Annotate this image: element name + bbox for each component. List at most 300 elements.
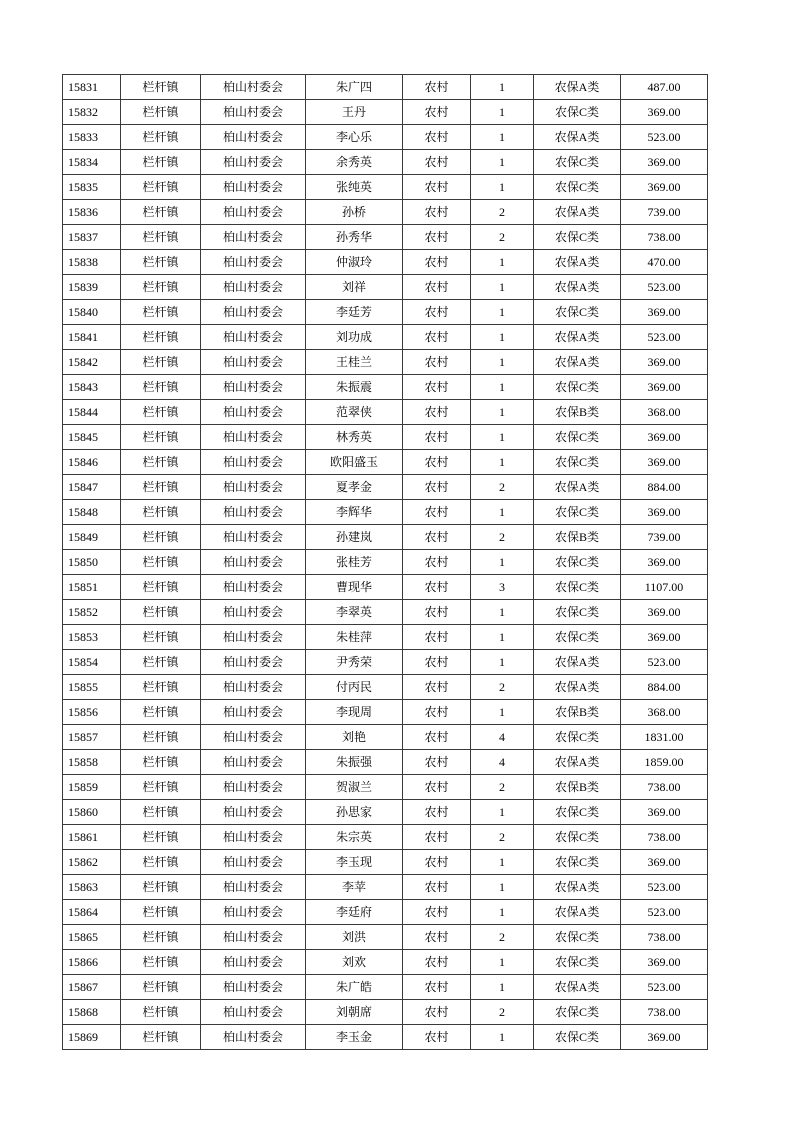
- person-count-cell: 2: [471, 525, 534, 550]
- name-cell: 朱桂萍: [306, 625, 403, 650]
- amount-cell: 368.00: [621, 700, 708, 725]
- village-cell: 柏山村委会: [201, 575, 306, 600]
- amount-cell: 1859.00: [621, 750, 708, 775]
- row-id-cell: 15857: [63, 725, 121, 750]
- area-type-cell: 农村: [403, 225, 471, 250]
- person-count-cell: 4: [471, 750, 534, 775]
- town-cell: 栏杆镇: [121, 1000, 201, 1025]
- name-cell: 李现周: [306, 700, 403, 725]
- town-cell: 栏杆镇: [121, 725, 201, 750]
- name-cell: 张纯英: [306, 175, 403, 200]
- town-cell: 栏杆镇: [121, 500, 201, 525]
- village-cell: 柏山村委会: [201, 325, 306, 350]
- row-id-cell: 15858: [63, 750, 121, 775]
- row-id-cell: 15843: [63, 375, 121, 400]
- row-id-cell: 15864: [63, 900, 121, 925]
- row-id-cell: 15846: [63, 450, 121, 475]
- amount-cell: 884.00: [621, 475, 708, 500]
- row-id-cell: 15848: [63, 500, 121, 525]
- category-cell: 农保A类: [534, 125, 621, 150]
- town-cell: 栏杆镇: [121, 950, 201, 975]
- category-cell: 农保C类: [534, 600, 621, 625]
- amount-cell: 1831.00: [621, 725, 708, 750]
- town-cell: 栏杆镇: [121, 175, 201, 200]
- table-row: [63, 100, 708, 125]
- row-id-cell: 15841: [63, 325, 121, 350]
- town-cell: 栏杆镇: [121, 525, 201, 550]
- table-row: [63, 250, 708, 275]
- town-cell: 栏杆镇: [121, 425, 201, 450]
- person-count-cell: 1: [471, 875, 534, 900]
- table-row: [63, 200, 708, 225]
- person-count-cell: 1: [471, 350, 534, 375]
- amount-cell: 369.00: [621, 425, 708, 450]
- row-id-cell: 15853: [63, 625, 121, 650]
- amount-cell: 523.00: [621, 650, 708, 675]
- person-count-cell: 2: [471, 225, 534, 250]
- area-type-cell: 农村: [403, 650, 471, 675]
- name-cell: 王丹: [306, 100, 403, 125]
- table-row: [63, 375, 708, 400]
- area-type-cell: 农村: [403, 1025, 471, 1050]
- town-cell: 栏杆镇: [121, 150, 201, 175]
- table-row: [63, 450, 708, 475]
- town-cell: 栏杆镇: [121, 575, 201, 600]
- table-row: [63, 550, 708, 575]
- category-cell: 农保C类: [534, 500, 621, 525]
- row-id-cell: 15866: [63, 950, 121, 975]
- person-count-cell: 1: [471, 75, 534, 100]
- amount-cell: 739.00: [621, 200, 708, 225]
- category-cell: 农保A类: [534, 350, 621, 375]
- category-cell: 农保C类: [534, 800, 621, 825]
- category-cell: 农保C类: [534, 575, 621, 600]
- town-cell: 栏杆镇: [121, 750, 201, 775]
- person-count-cell: 1: [471, 800, 534, 825]
- village-cell: 柏山村委会: [201, 625, 306, 650]
- amount-cell: 738.00: [621, 925, 708, 950]
- person-count-cell: 1: [471, 625, 534, 650]
- area-type-cell: 农村: [403, 350, 471, 375]
- town-cell: 栏杆镇: [121, 550, 201, 575]
- amount-cell: 523.00: [621, 975, 708, 1000]
- name-cell: 王桂兰: [306, 350, 403, 375]
- name-cell: 张桂芳: [306, 550, 403, 575]
- person-count-cell: 1: [471, 300, 534, 325]
- row-id-cell: 15842: [63, 350, 121, 375]
- village-cell: 柏山村委会: [201, 75, 306, 100]
- village-cell: 柏山村委会: [201, 1025, 306, 1050]
- row-id-cell: 15844: [63, 400, 121, 425]
- person-count-cell: 2: [471, 675, 534, 700]
- area-type-cell: 农村: [403, 575, 471, 600]
- row-id-cell: 15861: [63, 825, 121, 850]
- area-type-cell: 农村: [403, 250, 471, 275]
- village-cell: 柏山村委会: [201, 500, 306, 525]
- table-row: [63, 400, 708, 425]
- category-cell: 农保C类: [534, 450, 621, 475]
- village-cell: 柏山村委会: [201, 375, 306, 400]
- name-cell: 夏孝金: [306, 475, 403, 500]
- category-cell: 农保A类: [534, 975, 621, 1000]
- category-cell: 农保A类: [534, 250, 621, 275]
- town-cell: 栏杆镇: [121, 825, 201, 850]
- name-cell: 李廷府: [306, 900, 403, 925]
- table-row: [63, 825, 708, 850]
- row-id-cell: 15862: [63, 850, 121, 875]
- area-type-cell: 农村: [403, 775, 471, 800]
- table-body: [63, 75, 708, 1050]
- row-id-cell: 15834: [63, 150, 121, 175]
- village-cell: 柏山村委会: [201, 775, 306, 800]
- village-cell: 柏山村委会: [201, 800, 306, 825]
- table-row: [63, 900, 708, 925]
- village-cell: 柏山村委会: [201, 225, 306, 250]
- area-type-cell: 农村: [403, 800, 471, 825]
- area-type-cell: 农村: [403, 675, 471, 700]
- person-count-cell: 1: [471, 100, 534, 125]
- category-cell: 农保C类: [534, 725, 621, 750]
- area-type-cell: 农村: [403, 950, 471, 975]
- town-cell: 栏杆镇: [121, 475, 201, 500]
- amount-cell: 738.00: [621, 1000, 708, 1025]
- town-cell: 栏杆镇: [121, 300, 201, 325]
- town-cell: 栏杆镇: [121, 275, 201, 300]
- person-count-cell: 1: [471, 700, 534, 725]
- name-cell: 朱振强: [306, 750, 403, 775]
- category-cell: 农保C类: [534, 950, 621, 975]
- row-id-cell: 15832: [63, 100, 121, 125]
- amount-cell: 369.00: [621, 375, 708, 400]
- area-type-cell: 农村: [403, 75, 471, 100]
- person-count-cell: 1: [471, 550, 534, 575]
- area-type-cell: 农村: [403, 825, 471, 850]
- table-row: [63, 600, 708, 625]
- amount-cell: 487.00: [621, 75, 708, 100]
- table-row: [63, 300, 708, 325]
- area-type-cell: 农村: [403, 150, 471, 175]
- amount-cell: 369.00: [621, 850, 708, 875]
- row-id-cell: 15836: [63, 200, 121, 225]
- name-cell: 欧阳盛玉: [306, 450, 403, 475]
- town-cell: 栏杆镇: [121, 400, 201, 425]
- name-cell: 刘祥: [306, 275, 403, 300]
- amount-cell: 369.00: [621, 625, 708, 650]
- table-row: [63, 675, 708, 700]
- row-id-cell: 15868: [63, 1000, 121, 1025]
- category-cell: 农保B类: [534, 700, 621, 725]
- amount-cell: 369.00: [621, 500, 708, 525]
- table-row: [63, 425, 708, 450]
- area-type-cell: 农村: [403, 900, 471, 925]
- person-count-cell: 2: [471, 200, 534, 225]
- village-cell: 柏山村委会: [201, 725, 306, 750]
- table-row: [63, 500, 708, 525]
- person-count-cell: 2: [471, 775, 534, 800]
- area-type-cell: 农村: [403, 1000, 471, 1025]
- row-id-cell: 15849: [63, 525, 121, 550]
- category-cell: 农保A类: [534, 875, 621, 900]
- village-cell: 柏山村委会: [201, 850, 306, 875]
- name-cell: 刘欢: [306, 950, 403, 975]
- town-cell: 栏杆镇: [121, 900, 201, 925]
- name-cell: 刘朝席: [306, 1000, 403, 1025]
- person-count-cell: 1: [471, 125, 534, 150]
- person-count-cell: 2: [471, 825, 534, 850]
- person-count-cell: 2: [471, 925, 534, 950]
- name-cell: 李玉金: [306, 1025, 403, 1050]
- amount-cell: 739.00: [621, 525, 708, 550]
- person-count-cell: 1: [471, 600, 534, 625]
- area-type-cell: 农村: [403, 550, 471, 575]
- person-count-cell: 1: [471, 450, 534, 475]
- category-cell: 农保B类: [534, 525, 621, 550]
- town-cell: 栏杆镇: [121, 350, 201, 375]
- row-id-cell: 15869: [63, 1025, 121, 1050]
- category-cell: 农保C类: [534, 175, 621, 200]
- person-count-cell: 1: [471, 850, 534, 875]
- table-row: [63, 150, 708, 175]
- amount-cell: 523.00: [621, 275, 708, 300]
- town-cell: 栏杆镇: [121, 200, 201, 225]
- person-count-cell: 3: [471, 575, 534, 600]
- name-cell: 仲淑玲: [306, 250, 403, 275]
- category-cell: 农保A类: [534, 675, 621, 700]
- amount-cell: 369.00: [621, 800, 708, 825]
- category-cell: 农保B类: [534, 400, 621, 425]
- row-id-cell: 15867: [63, 975, 121, 1000]
- person-count-cell: 1: [471, 975, 534, 1000]
- village-cell: 柏山村委会: [201, 100, 306, 125]
- village-cell: 柏山村委会: [201, 1000, 306, 1025]
- table-row: [63, 175, 708, 200]
- category-cell: 农保A类: [534, 75, 621, 100]
- table-row: [63, 325, 708, 350]
- category-cell: 农保A类: [534, 275, 621, 300]
- category-cell: 农保C类: [534, 100, 621, 125]
- area-type-cell: 农村: [403, 200, 471, 225]
- village-cell: 柏山村委会: [201, 925, 306, 950]
- area-type-cell: 农村: [403, 925, 471, 950]
- person-count-cell: 1: [471, 275, 534, 300]
- village-cell: 柏山村委会: [201, 550, 306, 575]
- person-count-cell: 4: [471, 725, 534, 750]
- row-id-cell: 15831: [63, 75, 121, 100]
- table-row: [63, 525, 708, 550]
- person-count-cell: 1: [471, 325, 534, 350]
- area-type-cell: 农村: [403, 725, 471, 750]
- amount-cell: 369.00: [621, 175, 708, 200]
- row-id-cell: 15850: [63, 550, 121, 575]
- name-cell: 范翠侠: [306, 400, 403, 425]
- town-cell: 栏杆镇: [121, 800, 201, 825]
- town-cell: 栏杆镇: [121, 600, 201, 625]
- table-row: [63, 950, 708, 975]
- person-count-cell: 1: [471, 1025, 534, 1050]
- area-type-cell: 农村: [403, 125, 471, 150]
- village-cell: 柏山村委会: [201, 825, 306, 850]
- person-count-cell: 1: [471, 425, 534, 450]
- category-cell: 农保C类: [534, 1025, 621, 1050]
- area-type-cell: 农村: [403, 700, 471, 725]
- table-row: [63, 800, 708, 825]
- category-cell: 农保B类: [534, 775, 621, 800]
- row-id-cell: 15838: [63, 250, 121, 275]
- name-cell: 朱广皓: [306, 975, 403, 1000]
- name-cell: 余秀英: [306, 150, 403, 175]
- row-id-cell: 15856: [63, 700, 121, 725]
- row-id-cell: 15854: [63, 650, 121, 675]
- person-count-cell: 1: [471, 400, 534, 425]
- village-cell: 柏山村委会: [201, 150, 306, 175]
- area-type-cell: 农村: [403, 850, 471, 875]
- village-cell: 柏山村委会: [201, 125, 306, 150]
- category-cell: 农保C类: [534, 425, 621, 450]
- town-cell: 栏杆镇: [121, 375, 201, 400]
- name-cell: 付丙民: [306, 675, 403, 700]
- row-id-cell: 15859: [63, 775, 121, 800]
- table-row: [63, 775, 708, 800]
- amount-cell: 523.00: [621, 125, 708, 150]
- town-cell: 栏杆镇: [121, 850, 201, 875]
- category-cell: 农保C类: [534, 150, 621, 175]
- table-row: [63, 700, 708, 725]
- person-count-cell: 1: [471, 500, 534, 525]
- town-cell: 栏杆镇: [121, 925, 201, 950]
- village-cell: 柏山村委会: [201, 300, 306, 325]
- amount-cell: 369.00: [621, 950, 708, 975]
- town-cell: 栏杆镇: [121, 775, 201, 800]
- village-cell: 柏山村委会: [201, 600, 306, 625]
- row-id-cell: 15855: [63, 675, 121, 700]
- table-row: [63, 350, 708, 375]
- category-cell: 农保C类: [534, 225, 621, 250]
- name-cell: 刘艳: [306, 725, 403, 750]
- row-id-cell: 15845: [63, 425, 121, 450]
- table-row: [63, 475, 708, 500]
- area-type-cell: 农村: [403, 100, 471, 125]
- area-type-cell: 农村: [403, 425, 471, 450]
- village-cell: 柏山村委会: [201, 900, 306, 925]
- name-cell: 曹现华: [306, 575, 403, 600]
- row-id-cell: 15851: [63, 575, 121, 600]
- area-type-cell: 农村: [403, 375, 471, 400]
- village-cell: 柏山村委会: [201, 450, 306, 475]
- village-cell: 柏山村委会: [201, 650, 306, 675]
- amount-cell: 738.00: [621, 825, 708, 850]
- amount-cell: 369.00: [621, 550, 708, 575]
- village-cell: 柏山村委会: [201, 875, 306, 900]
- row-id-cell: 15833: [63, 125, 121, 150]
- amount-cell: 369.00: [621, 300, 708, 325]
- village-cell: 柏山村委会: [201, 675, 306, 700]
- area-type-cell: 农村: [403, 475, 471, 500]
- person-count-cell: 1: [471, 175, 534, 200]
- village-cell: 柏山村委会: [201, 475, 306, 500]
- table-row: [63, 575, 708, 600]
- category-cell: 农保C类: [534, 625, 621, 650]
- amount-cell: 369.00: [621, 350, 708, 375]
- name-cell: 刘洪: [306, 925, 403, 950]
- area-type-cell: 农村: [403, 875, 471, 900]
- category-cell: 农保A类: [534, 325, 621, 350]
- village-cell: 柏山村委会: [201, 275, 306, 300]
- area-type-cell: 农村: [403, 750, 471, 775]
- amount-cell: 523.00: [621, 875, 708, 900]
- amount-cell: 369.00: [621, 100, 708, 125]
- name-cell: 尹秀荣: [306, 650, 403, 675]
- category-cell: 农保A类: [534, 650, 621, 675]
- amount-cell: 523.00: [621, 900, 708, 925]
- table-row: [63, 1000, 708, 1025]
- amount-cell: 738.00: [621, 775, 708, 800]
- table-row: [63, 925, 708, 950]
- amount-cell: 369.00: [621, 600, 708, 625]
- table-row: [63, 850, 708, 875]
- table-row: [63, 875, 708, 900]
- category-cell: 农保C类: [534, 300, 621, 325]
- area-type-cell: 农村: [403, 300, 471, 325]
- area-type-cell: 农村: [403, 500, 471, 525]
- name-cell: 孙秀华: [306, 225, 403, 250]
- table-row: [63, 125, 708, 150]
- village-cell: 柏山村委会: [201, 250, 306, 275]
- village-cell: 柏山村委会: [201, 425, 306, 450]
- name-cell: 朱广四: [306, 75, 403, 100]
- village-cell: 柏山村委会: [201, 950, 306, 975]
- category-cell: 农保A类: [534, 475, 621, 500]
- table-row: [63, 75, 708, 100]
- row-id-cell: 15839: [63, 275, 121, 300]
- name-cell: 李辉华: [306, 500, 403, 525]
- name-cell: 李廷芳: [306, 300, 403, 325]
- person-count-cell: 1: [471, 650, 534, 675]
- name-cell: 李翠英: [306, 600, 403, 625]
- person-count-cell: 2: [471, 475, 534, 500]
- row-id-cell: 15863: [63, 875, 121, 900]
- person-count-cell: 1: [471, 250, 534, 275]
- area-type-cell: 农村: [403, 975, 471, 1000]
- name-cell: 孙建岚: [306, 525, 403, 550]
- table-row: [63, 750, 708, 775]
- name-cell: 林秀英: [306, 425, 403, 450]
- area-type-cell: 农村: [403, 625, 471, 650]
- village-cell: 柏山村委会: [201, 525, 306, 550]
- amount-cell: 369.00: [621, 1025, 708, 1050]
- area-type-cell: 农村: [403, 525, 471, 550]
- table-row: [63, 275, 708, 300]
- person-count-cell: 2: [471, 1000, 534, 1025]
- amount-cell: 884.00: [621, 675, 708, 700]
- row-id-cell: 15865: [63, 925, 121, 950]
- village-cell: 柏山村委会: [201, 200, 306, 225]
- table-row: [63, 225, 708, 250]
- town-cell: 栏杆镇: [121, 975, 201, 1000]
- town-cell: 栏杆镇: [121, 325, 201, 350]
- person-count-cell: 1: [471, 150, 534, 175]
- amount-cell: 369.00: [621, 150, 708, 175]
- roster-table: [62, 74, 708, 1050]
- village-cell: 柏山村委会: [201, 750, 306, 775]
- name-cell: 刘功成: [306, 325, 403, 350]
- town-cell: 栏杆镇: [121, 1025, 201, 1050]
- area-type-cell: 农村: [403, 275, 471, 300]
- row-id-cell: 15860: [63, 800, 121, 825]
- area-type-cell: 农村: [403, 175, 471, 200]
- category-cell: 农保C类: [534, 1000, 621, 1025]
- area-type-cell: 农村: [403, 600, 471, 625]
- category-cell: 农保A类: [534, 900, 621, 925]
